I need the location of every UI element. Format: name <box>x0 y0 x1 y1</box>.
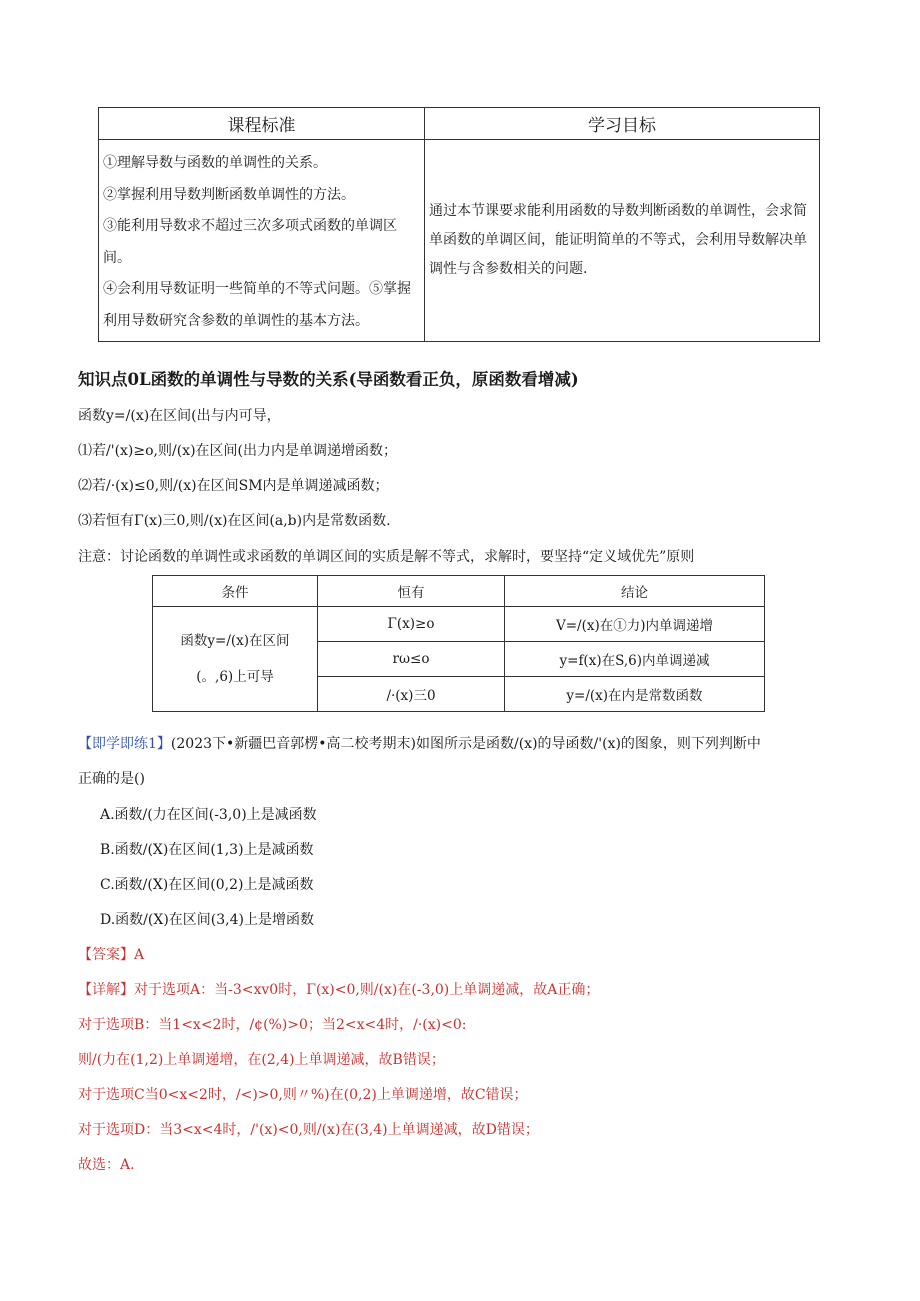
detail-tag: 【详解】 <box>78 982 134 998</box>
answer-tag: 【答案】 <box>78 947 134 963</box>
header-condition: 条件 <box>153 576 318 607</box>
exercise-stem-text: (2023下•新疆巴音郭楞•高二校考期末)如图所示是函数/(x)的导函数/'(x)的图象，则下列判断中 <box>170 736 761 752</box>
answer-value: A <box>134 947 145 963</box>
detail-line: 对于选项B：当1<x<2时，/¢(%)>0；当2<x<4时，/·(x)<0: <box>78 1017 467 1033</box>
always-cell: /·(x)三0 <box>318 677 505 712</box>
option-b: B.函数/(X)在区间(1,3)上是减函数 <box>100 842 314 858</box>
detail-line: 故选：A. <box>78 1157 135 1173</box>
option-d: D.函数/(X)在区间(3,4)上是增函数 <box>100 912 314 928</box>
standard-item: ①理解导数与函数的单调性的关系。 <box>103 155 327 171</box>
header-always: 恒有 <box>318 576 505 607</box>
exercise-stem <box>78 733 761 753</box>
detail-line: 则/(力在(1,2)上单调递增，在(2,4)上单调递减，故B错误； <box>78 1052 445 1068</box>
condition-line: (。,6)上可导 <box>196 669 274 685</box>
conclusion-cell: y=f(x)在S,6)内单调递减 <box>505 642 765 677</box>
always-cell: rω≤o <box>318 642 505 677</box>
option-c: C.函数/(X)在区间(0,2)上是减函数 <box>100 877 314 893</box>
monotonicity-table <box>152 575 765 712</box>
condition-line: 函数y=/(x)在区间 <box>180 633 290 649</box>
knowledge-heading: 知识点0L函数的单调性与导数的关系(导函数看正负，原函数看增减) <box>78 370 579 389</box>
knowledge-line: ⑵若/·(x)≤0,则/(x)在区间SM内是单调递减函数； <box>78 478 389 494</box>
exercise-stem-line2: 正确的是() <box>78 771 145 787</box>
note-line: 注意：讨论函数的单调性或求函数的单调区间的实质是解不等式，求解时，要坚持“定义域优先”原则 <box>78 549 695 565</box>
learning-goal-cell: 通过本节课要求能利用函数的导数判断函数的单调性，会求简单函数的单调区间，能证明简单的不等式，会利用导数解决单调性与含参数相关的问题. <box>425 140 820 342</box>
header-learning-goal: 学习目标 <box>425 108 820 140</box>
conclusion-cell: y=/(x)在内是常数函数 <box>505 677 765 712</box>
option-a: A.函数/(力在区间(-3,0)上是减函数 <box>100 807 317 823</box>
header-course-standard: 课程标准 <box>99 108 425 140</box>
answer-line <box>78 944 144 964</box>
condition-cell <box>153 607 318 712</box>
detail-line <box>78 979 599 999</box>
detail-text: 对于选项A：当-3<xv0时，Γ(x)<0,则/(x)在(-3,0)上单调递减，故A正确； <box>134 982 600 998</box>
detail-line: 对于选项D：当3<x<4时，/'(x)<0,则/(x)在(3,4)上单调递减，故D错误； <box>78 1122 539 1138</box>
knowledge-line: ⑶若恒有Γ(x)三0,则/(x)在区间(a,b)内是常数函数. <box>78 513 391 529</box>
standard-item: ②掌握利用导数判断函数单调性的方法。 <box>103 186 355 203</box>
knowledge-line: 函数y=/(x)在区间(出与内可导， <box>78 408 281 424</box>
conclusion-cell: V=/(x)在①力)内单调递增 <box>505 607 765 642</box>
header-conclusion: 结论 <box>505 576 765 607</box>
exercise-tag: 【即学即练1】 <box>78 736 171 752</box>
knowledge-line: ⑴若/'(x)≥o,则/(x)在区间(出力内是单调递增函数； <box>78 443 397 459</box>
objectives-table <box>98 107 820 342</box>
standard-item: ③能利用导数求不超过三次多项式函数的单调区间。 <box>103 218 397 266</box>
standard-item: ④会利用导数证明一些简单的不等式问题。⑤掌握利用导数研究含参数的单调性的基本方法。 <box>103 281 411 329</box>
detail-line: 对于选项C当0<x<2时，/<)>0,则〃%)在(0,2)上单调递增，故C错误； <box>78 1087 528 1103</box>
always-cell: Γ(x)≥o <box>318 607 505 642</box>
course-standard-cell <box>99 140 425 342</box>
